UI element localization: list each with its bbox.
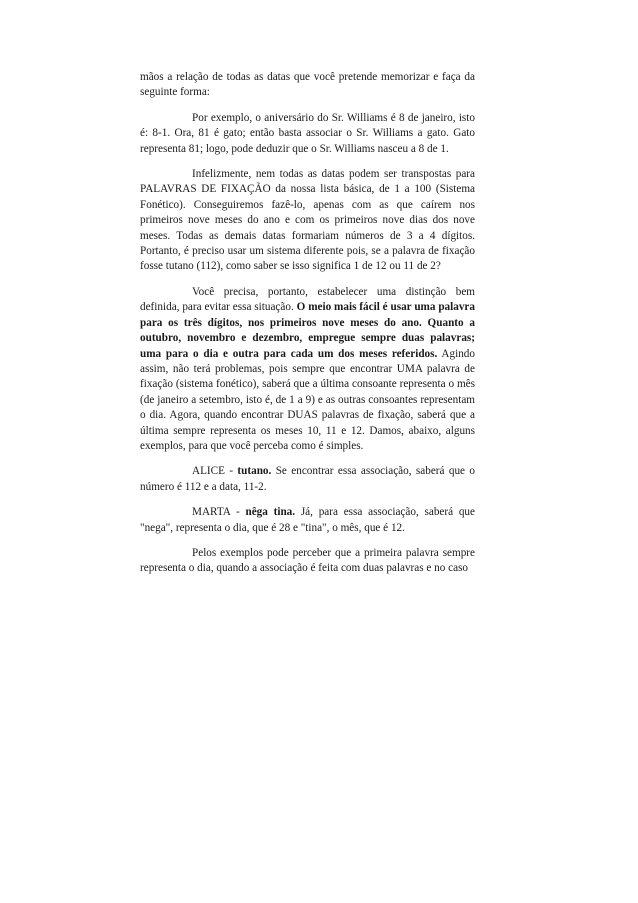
paragraph-5-end: Se encontrar essa associação, saberá que o número é 112 e a data, 11-2. (140, 465, 475, 493)
paragraph-4-emphasis: O meio mais fácil é usar uma palavra para os três dígitos, nos primeiros nove meses do ano. Quanto a outubro, novembro e dezembro, empregue sempre duas palavras; uma para o dia e outra para cada um dos meses referidos. (140, 301, 475, 360)
paragraph-5-start: ALICE - (192, 465, 238, 478)
paragraph-1: mãos a relação de todas as datas que você pretende memorizar e faça da seguinte forma: (140, 71, 475, 99)
paragraph-3: Infelizmente, nem todas as datas podem ser transpostas para PALAVRAS DE FIXAÇÃO da nossa lista básica, de 1 a 100 (Sistema Fonético). Conseguiremos fazê-lo, apenas com as que caírem nos primeiros nove meses do ano e com os primeiros nove dias dos nove meses. Todas as demais datas formariam números de 3 a 4 dígitos. Portanto, é preciso usar um sistema diferente pois, se a palavra de fixação fosse tutano (112), como saber se isso significa 1 de 12 ou 11 de 2? (140, 168, 475, 273)
paragraph-4 (140, 285, 475, 454)
paragraph-6-emphasis: nêga tina. (245, 506, 296, 519)
paragraph-4-start: Você precisa, portanto, estabelecer uma distinção bem definida, para evitar essa situação. (140, 285, 475, 314)
body-text (140, 70, 475, 587)
paragraph-5 (140, 464, 475, 495)
paragraph-4-end: Agindo assim, não terá problemas, pois sempre que encontrar UMA palavra de fixação (sistema fonético), saberá que a última consoante representa o mês (de janeiro a setembro, isto é, de 1 a 9) e as outras consoantes representam o dia. Agora, quando encontrar DUAS palavras de fixação, saberá que a última sempre representa os meses 10, 11 e 12. Damos, abaixo, alguns exemplos, para que você perceba como é simples. (140, 347, 475, 452)
paragraph-5-emphasis: tutano. (237, 465, 272, 478)
paragraph-6-start: MARTA - (192, 506, 246, 519)
paragraph-7: Pelos exemplos pode perceber que a primeira palavra sempre representa o dia, quando a associação é feita com duas palavras e no caso (140, 546, 475, 575)
paragraph-2: Por exemplo, o aniversário do Sr. Williams é 8 de janeiro, isto é: 8-1. Ora, 81 é gato; então basta associar o Sr. Williams a gato. Gato representa 81; logo, pode deduzir que o Sr. Williams nasceu a 8 de 1. (140, 111, 475, 155)
paragraph-6-end: Já, para essa associação, saberá que "nega", representa o dia, que é 28 e "tina", o mês, que é 12. (140, 506, 475, 534)
paragraph-6 (140, 505, 475, 536)
